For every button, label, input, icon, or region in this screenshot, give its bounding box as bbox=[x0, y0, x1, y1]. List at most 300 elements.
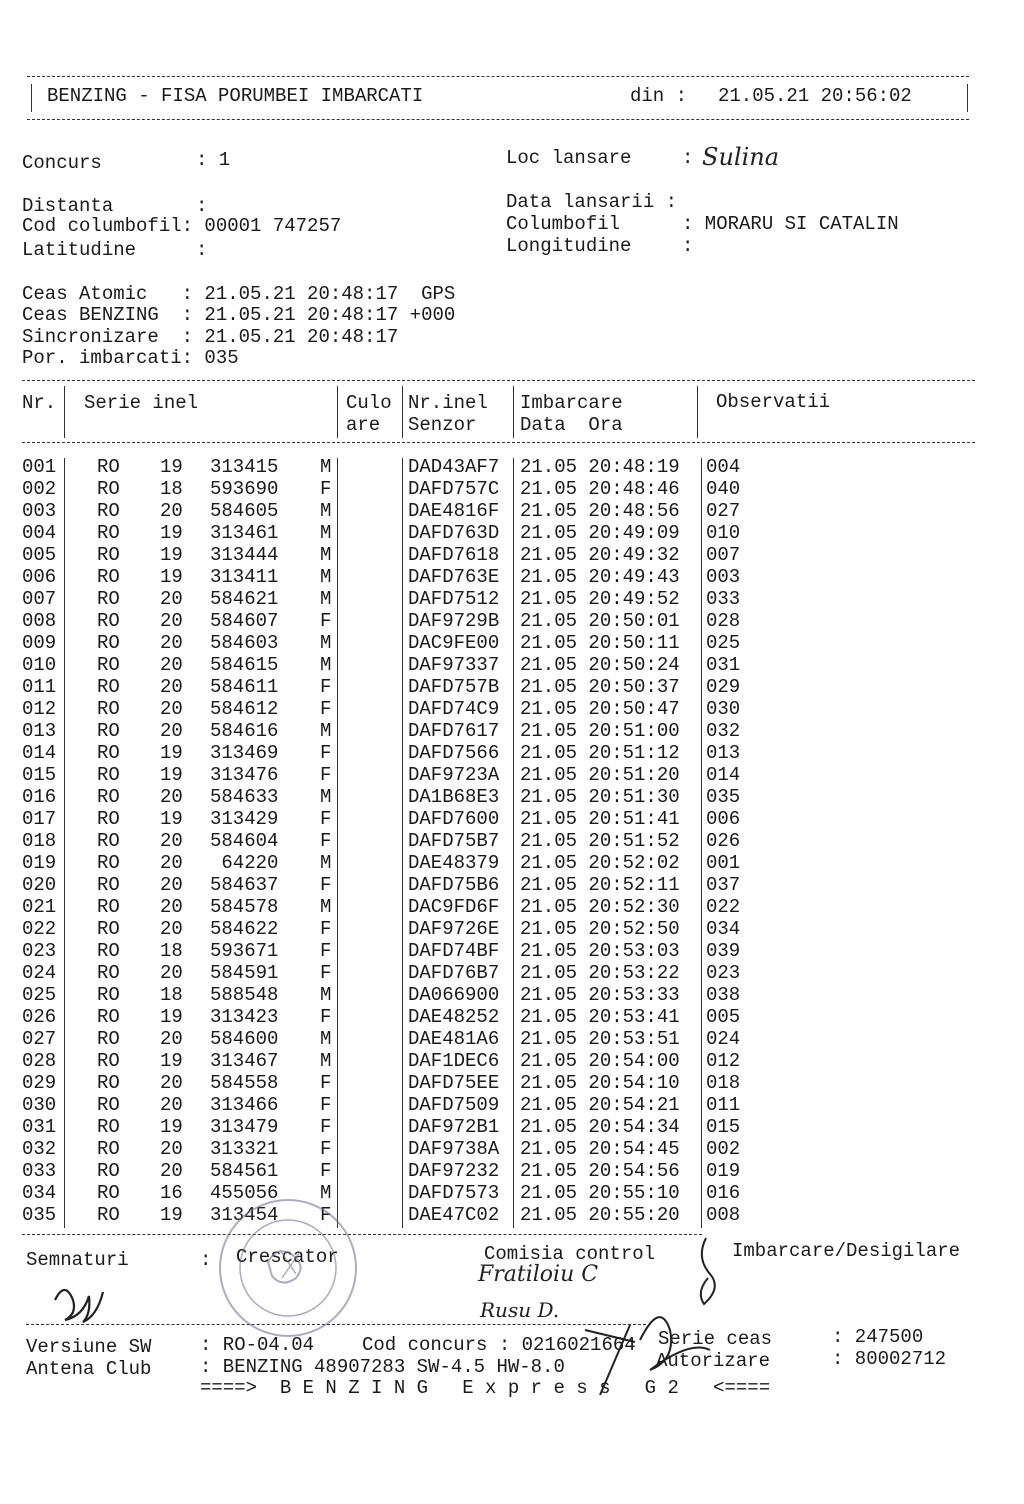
loc-lansare-label: Loc lansare bbox=[506, 147, 632, 169]
row-country: RO bbox=[97, 1182, 120, 1204]
row-sex: M bbox=[320, 1028, 332, 1050]
row-country: RO bbox=[97, 1094, 120, 1116]
col-serie-inel: Serie inel bbox=[84, 392, 199, 414]
row-time: 21.05 20:53:03 bbox=[520, 940, 680, 962]
row-observatii: 035 bbox=[706, 786, 741, 808]
report-title: BENZING - FISA PORUMBEI IMBARCATI bbox=[47, 85, 424, 107]
row-nr: 020 bbox=[22, 874, 57, 896]
row-year: 20 bbox=[160, 918, 183, 940]
row-country: RO bbox=[97, 918, 120, 940]
row-sex: F bbox=[320, 1160, 332, 1182]
row-nr: 021 bbox=[22, 896, 57, 918]
row-year: 20 bbox=[160, 896, 183, 918]
row-ring: 584615 bbox=[210, 654, 279, 676]
row-sex: F bbox=[320, 940, 332, 962]
row-year: 20 bbox=[160, 786, 183, 808]
row-ring: 584621 bbox=[210, 588, 279, 610]
row-ring: 313454 bbox=[210, 1204, 279, 1226]
row-sex: M bbox=[320, 1182, 332, 1204]
row-time: 21.05 20:50:11 bbox=[520, 632, 680, 654]
row-observatii: 024 bbox=[706, 1028, 741, 1050]
din-value: 21.05.21 20:56:02 bbox=[718, 85, 912, 107]
row-ring: 588548 bbox=[210, 984, 279, 1006]
row-time: 21.05 20:48:19 bbox=[520, 456, 680, 478]
row-country: RO bbox=[97, 676, 120, 698]
row-time: 21.05 20:55:20 bbox=[520, 1204, 680, 1226]
row-sensor: DAF972B1 bbox=[408, 1116, 500, 1138]
row-country: RO bbox=[97, 962, 120, 984]
row-time: 21.05 20:54:45 bbox=[520, 1138, 680, 1160]
row-time: 21.05 20:55:10 bbox=[520, 1182, 680, 1204]
row-nr: 011 bbox=[22, 676, 57, 698]
columbofil-value: : MORARU SI CATALIN bbox=[682, 213, 899, 235]
row-ring: 584611 bbox=[210, 676, 279, 698]
row-sensor: DAFD75EE bbox=[408, 1072, 500, 1094]
row-sensor: DAF1DEC6 bbox=[408, 1050, 500, 1072]
row-country: RO bbox=[97, 698, 120, 720]
row-sensor: DAFD74BF bbox=[408, 940, 500, 962]
concurs-value: : 1 bbox=[196, 149, 231, 171]
row-country: RO bbox=[97, 456, 120, 478]
columbofil-label: Columbofil bbox=[506, 213, 621, 235]
row-sex: M bbox=[320, 522, 332, 544]
row-sex: F bbox=[320, 698, 332, 720]
row-observatii: 013 bbox=[706, 742, 741, 764]
row-nr: 009 bbox=[22, 632, 57, 654]
row-observatii: 031 bbox=[706, 654, 741, 676]
row-ring: 584600 bbox=[210, 1028, 279, 1050]
row-ring: 584591 bbox=[210, 962, 279, 984]
row-year: 19 bbox=[160, 522, 183, 544]
row-nr: 026 bbox=[22, 1006, 57, 1028]
row-nr: 016 bbox=[22, 786, 57, 808]
row-time: 21.05 20:54:10 bbox=[520, 1072, 680, 1094]
cod-columbofil: Cod columbofil: 00001 747257 bbox=[22, 215, 342, 237]
row-observatii: 032 bbox=[706, 720, 741, 742]
row-ring: 455056 bbox=[210, 1182, 279, 1204]
row-nr: 035 bbox=[22, 1204, 57, 1226]
row-sex: M bbox=[320, 852, 332, 874]
crescator-label: Crescator bbox=[236, 1246, 339, 1268]
row-ring: 584561 bbox=[210, 1160, 279, 1182]
comisia-control-label: Comisia control bbox=[484, 1243, 656, 1265]
row-sex: F bbox=[320, 1072, 332, 1094]
row-time: 21.05 20:51:30 bbox=[520, 786, 680, 808]
row-sex: F bbox=[320, 1006, 332, 1028]
row-year: 19 bbox=[160, 1006, 183, 1028]
row-year: 20 bbox=[160, 632, 183, 654]
row-nr: 030 bbox=[22, 1094, 57, 1116]
col-culoare-2: are bbox=[346, 414, 381, 436]
row-time: 21.05 20:50:37 bbox=[520, 676, 680, 698]
signature-comisia-1: Fratiloiu C bbox=[478, 1262, 599, 1287]
row-sensor: DAE481A6 bbox=[408, 1028, 500, 1050]
round-stamp bbox=[220, 1200, 356, 1336]
row-sex: M bbox=[320, 1050, 332, 1072]
row-observatii: 003 bbox=[706, 566, 741, 588]
row-sex: M bbox=[320, 544, 332, 566]
benzing-express-banner: ====> B E N Z I N G E x p r e s s G 2 <==== bbox=[200, 1377, 771, 1399]
latitudine-value: : bbox=[196, 239, 208, 261]
row-observatii: 040 bbox=[706, 478, 741, 500]
row-observatii: 022 bbox=[706, 896, 741, 918]
col-senzor: Senzor bbox=[408, 414, 477, 436]
row-ring: 64220 bbox=[221, 852, 279, 874]
col-nr: Nr. bbox=[22, 392, 57, 414]
row-ring: 584633 bbox=[210, 786, 279, 808]
row-sex: F bbox=[320, 962, 332, 984]
row-sensor: DA1B68E3 bbox=[408, 786, 500, 808]
row-nr: 010 bbox=[22, 654, 57, 676]
row-country: RO bbox=[97, 764, 120, 786]
row-sex: M bbox=[320, 500, 332, 522]
row-ring: 584616 bbox=[210, 720, 279, 742]
row-observatii: 002 bbox=[706, 1138, 741, 1160]
row-country: RO bbox=[97, 1006, 120, 1028]
row-sensor: DAF97337 bbox=[408, 654, 500, 676]
row-nr: 027 bbox=[22, 1028, 57, 1050]
row-sex: M bbox=[320, 588, 332, 610]
row-year: 20 bbox=[160, 610, 183, 632]
row-sex: F bbox=[320, 808, 332, 830]
col-imbarcare: Imbarcare bbox=[520, 392, 623, 414]
row-sensor: DAF9726E bbox=[408, 918, 500, 940]
row-country: RO bbox=[97, 940, 120, 962]
row-country: RO bbox=[97, 544, 120, 566]
row-observatii: 018 bbox=[706, 1072, 741, 1094]
row-ring: 584604 bbox=[210, 830, 279, 852]
row-nr: 022 bbox=[22, 918, 57, 940]
row-time: 21.05 20:48:46 bbox=[520, 478, 680, 500]
row-year: 20 bbox=[160, 1160, 183, 1182]
row-ring: 593671 bbox=[210, 940, 279, 962]
row-country: RO bbox=[97, 896, 120, 918]
row-sensor: DAFD7618 bbox=[408, 544, 500, 566]
row-sex: F bbox=[320, 610, 332, 632]
row-nr: 008 bbox=[22, 610, 57, 632]
row-time: 21.05 20:51:20 bbox=[520, 764, 680, 786]
row-time: 21.05 20:51:41 bbox=[520, 808, 680, 830]
row-observatii: 005 bbox=[706, 1006, 741, 1028]
row-time: 21.05 20:53:33 bbox=[520, 984, 680, 1006]
row-ring: 313321 bbox=[210, 1138, 279, 1160]
row-year: 18 bbox=[160, 984, 183, 1006]
row-sensor: DAFD757B bbox=[408, 676, 500, 698]
row-time: 21.05 20:49:43 bbox=[520, 566, 680, 588]
col-observatii: Observatii bbox=[716, 391, 831, 413]
row-country: RO bbox=[97, 1028, 120, 1050]
row-year: 16 bbox=[160, 1182, 183, 1204]
row-time: 21.05 20:49:09 bbox=[520, 522, 680, 544]
row-observatii: 001 bbox=[706, 852, 741, 874]
longitudine-value: : bbox=[682, 235, 694, 257]
row-observatii: 016 bbox=[706, 1182, 741, 1204]
row-sensor: DAFD7600 bbox=[408, 808, 500, 830]
row-sensor: DAF9723A bbox=[408, 764, 500, 786]
row-observatii: 006 bbox=[706, 808, 741, 830]
row-year: 20 bbox=[160, 962, 183, 984]
row-nr: 017 bbox=[22, 808, 57, 830]
row-country: RO bbox=[97, 742, 120, 764]
row-observatii: 015 bbox=[706, 1116, 741, 1138]
din-label: din : bbox=[630, 85, 688, 107]
row-ring: 584622 bbox=[210, 918, 279, 940]
signature-large bbox=[585, 1317, 710, 1395]
row-year: 20 bbox=[160, 874, 183, 896]
row-observatii: 039 bbox=[706, 940, 741, 962]
row-sensor: DAFD763D bbox=[408, 522, 500, 544]
row-year: 19 bbox=[160, 1204, 183, 1226]
row-sensor: DAF9729B bbox=[408, 610, 500, 632]
row-country: RO bbox=[97, 610, 120, 632]
row-country: RO bbox=[97, 1072, 120, 1094]
row-country: RO bbox=[97, 874, 120, 896]
row-nr: 034 bbox=[22, 1182, 57, 1204]
row-sensor: DAD43AF7 bbox=[408, 456, 500, 478]
row-ring: 584603 bbox=[210, 632, 279, 654]
row-country: RO bbox=[97, 984, 120, 1006]
row-year: 20 bbox=[160, 654, 183, 676]
semnaturi-label: Semnaturi bbox=[26, 1249, 129, 1271]
col-culoare-1: Culo bbox=[346, 392, 392, 414]
sincronizare: Sincronizare : 21.05.21 20:48:17 bbox=[22, 326, 399, 348]
cod-concurs: Cod concurs : 0216021664 bbox=[362, 1334, 636, 1356]
row-country: RO bbox=[97, 852, 120, 874]
row-sex: M bbox=[320, 654, 332, 676]
row-year: 20 bbox=[160, 1028, 183, 1050]
row-year: 20 bbox=[160, 1072, 183, 1094]
row-ring: 584558 bbox=[210, 1072, 279, 1094]
row-time: 21.05 20:50:24 bbox=[520, 654, 680, 676]
row-sensor: DAFD7512 bbox=[408, 588, 500, 610]
row-nr: 002 bbox=[22, 478, 57, 500]
row-observatii: 037 bbox=[706, 874, 741, 896]
row-time: 21.05 20:53:51 bbox=[520, 1028, 680, 1050]
row-country: RO bbox=[97, 500, 120, 522]
row-time: 21.05 20:54:21 bbox=[520, 1094, 680, 1116]
row-sensor: DAFD7573 bbox=[408, 1182, 500, 1204]
versiune-sw-value: : RO-04.04 bbox=[200, 1334, 315, 1356]
row-year: 19 bbox=[160, 1116, 183, 1138]
row-time: 21.05 20:52:11 bbox=[520, 874, 680, 896]
latitudine-label: Latitudine bbox=[22, 239, 137, 261]
row-year: 19 bbox=[160, 764, 183, 786]
row-nr: 018 bbox=[22, 830, 57, 852]
row-time: 21.05 20:54:56 bbox=[520, 1160, 680, 1182]
row-observatii: 012 bbox=[706, 1050, 741, 1072]
col-data-ora: Data Ora bbox=[520, 414, 623, 436]
row-nr: 003 bbox=[22, 500, 57, 522]
row-sensor: DAFD76B7 bbox=[408, 962, 500, 984]
row-nr: 032 bbox=[22, 1138, 57, 1160]
row-sex: M bbox=[320, 566, 332, 588]
row-ring: 313411 bbox=[210, 566, 279, 588]
row-nr: 007 bbox=[22, 588, 57, 610]
row-year: 19 bbox=[160, 566, 183, 588]
row-sensor: DA066900 bbox=[408, 984, 500, 1006]
row-year: 20 bbox=[160, 698, 183, 720]
row-year: 19 bbox=[160, 1050, 183, 1072]
row-time: 21.05 20:54:00 bbox=[520, 1050, 680, 1072]
row-time: 21.05 20:52:50 bbox=[520, 918, 680, 940]
row-country: RO bbox=[97, 632, 120, 654]
semnaturi-colon: : bbox=[200, 1249, 212, 1271]
row-observatii: 038 bbox=[706, 984, 741, 1006]
row-observatii: 027 bbox=[706, 500, 741, 522]
row-sensor: DAFD757C bbox=[408, 478, 500, 500]
antena-club-value: : BENZING 48907283 SW-4.5 HW-8.0 bbox=[200, 1356, 565, 1378]
row-year: 19 bbox=[160, 808, 183, 830]
row-observatii: 033 bbox=[706, 588, 741, 610]
row-year: 20 bbox=[160, 830, 183, 852]
row-nr: 014 bbox=[22, 742, 57, 764]
row-observatii: 019 bbox=[706, 1160, 741, 1182]
row-year: 18 bbox=[160, 478, 183, 500]
row-sex: M bbox=[320, 632, 332, 654]
row-time: 21.05 20:50:01 bbox=[520, 610, 680, 632]
row-time: 21.05 20:49:32 bbox=[520, 544, 680, 566]
row-sex: F bbox=[320, 874, 332, 896]
row-year: 18 bbox=[160, 940, 183, 962]
row-sensor: DAFD75B7 bbox=[408, 830, 500, 852]
row-sex: F bbox=[320, 918, 332, 940]
row-sensor: DAC9FD6F bbox=[408, 896, 500, 918]
row-observatii: 034 bbox=[706, 918, 741, 940]
row-time: 21.05 20:48:56 bbox=[520, 500, 680, 522]
row-country: RO bbox=[97, 566, 120, 588]
row-time: 21.05 20:52:30 bbox=[520, 896, 680, 918]
row-observatii: 007 bbox=[706, 544, 741, 566]
imbarcare-desigilare-label: Imbarcare/Desigilare bbox=[732, 1240, 961, 1262]
row-sensor: DAFD74C9 bbox=[408, 698, 500, 720]
row-sex: M bbox=[320, 720, 332, 742]
row-sensor: DAFD763E bbox=[408, 566, 500, 588]
row-nr: 028 bbox=[22, 1050, 57, 1072]
signature-imbarcare bbox=[701, 1238, 715, 1304]
row-ring: 313466 bbox=[210, 1094, 279, 1116]
row-sex: M bbox=[320, 786, 332, 808]
row-country: RO bbox=[97, 1116, 120, 1138]
signature-crescator bbox=[55, 1290, 103, 1322]
row-sex: M bbox=[320, 456, 332, 478]
row-nr: 001 bbox=[22, 456, 57, 478]
row-nr: 023 bbox=[22, 940, 57, 962]
row-year: 20 bbox=[160, 852, 183, 874]
row-nr: 025 bbox=[22, 984, 57, 1006]
row-country: RO bbox=[97, 1160, 120, 1182]
row-country: RO bbox=[97, 1050, 120, 1072]
row-year: 19 bbox=[160, 742, 183, 764]
row-nr: 012 bbox=[22, 698, 57, 720]
row-nr: 029 bbox=[22, 1072, 57, 1094]
row-ring: 313415 bbox=[210, 456, 279, 478]
row-sensor: DAE47C02 bbox=[408, 1204, 500, 1226]
row-time: 21.05 20:51:12 bbox=[520, 742, 680, 764]
distanta-label: Distanta bbox=[22, 195, 114, 217]
row-country: RO bbox=[97, 786, 120, 808]
row-year: 20 bbox=[160, 588, 183, 610]
row-ring: 313476 bbox=[210, 764, 279, 786]
concurs-label: Concurs bbox=[22, 152, 102, 174]
row-ring: 313461 bbox=[210, 522, 279, 544]
row-ring: 313467 bbox=[210, 1050, 279, 1072]
row-ring: 584578 bbox=[210, 896, 279, 918]
row-observatii: 011 bbox=[706, 1094, 741, 1116]
row-year: 19 bbox=[160, 544, 183, 566]
col-nr-inel: Nr.inel bbox=[408, 392, 488, 414]
row-nr: 004 bbox=[22, 522, 57, 544]
row-year: 20 bbox=[160, 720, 183, 742]
data-lansarii-label: Data lansarii : bbox=[506, 191, 678, 213]
row-country: RO bbox=[97, 1138, 120, 1160]
row-ring: 584637 bbox=[210, 874, 279, 896]
row-ring: 313444 bbox=[210, 544, 279, 566]
row-sex: F bbox=[320, 742, 332, 764]
row-nr: 033 bbox=[22, 1160, 57, 1182]
row-time: 21.05 20:50:47 bbox=[520, 698, 680, 720]
row-ring: 584612 bbox=[210, 698, 279, 720]
serie-ceas-label: Serie ceas bbox=[658, 1328, 773, 1350]
ceas-atomic: Ceas Atomic : 21.05.21 20:48:17 GPS bbox=[22, 283, 456, 305]
row-sensor: DAE4816F bbox=[408, 500, 500, 522]
row-nr: 019 bbox=[22, 852, 57, 874]
row-time: 21.05 20:52:02 bbox=[520, 852, 680, 874]
row-nr: 005 bbox=[22, 544, 57, 566]
row-nr: 031 bbox=[22, 1116, 57, 1138]
row-ring: 313423 bbox=[210, 1006, 279, 1028]
row-sex: F bbox=[320, 1138, 332, 1160]
row-ring: 313469 bbox=[210, 742, 279, 764]
row-sensor: DAFD75B6 bbox=[408, 874, 500, 896]
row-observatii: 030 bbox=[706, 698, 741, 720]
row-time: 21.05 20:51:00 bbox=[520, 720, 680, 742]
longitudine-label: Longitudine bbox=[506, 235, 632, 257]
row-sex: M bbox=[320, 984, 332, 1006]
row-sex: M bbox=[320, 896, 332, 918]
row-observatii: 014 bbox=[706, 764, 741, 786]
row-sex: F bbox=[320, 478, 332, 500]
row-country: RO bbox=[97, 654, 120, 676]
row-sensor: DAE48379 bbox=[408, 852, 500, 874]
row-year: 20 bbox=[160, 1094, 183, 1116]
autorizare-label: Autorizare bbox=[656, 1350, 771, 1372]
row-observatii: 023 bbox=[706, 962, 741, 984]
row-sensor: DAFD7509 bbox=[408, 1094, 500, 1116]
row-country: RO bbox=[97, 588, 120, 610]
row-ring: 584607 bbox=[210, 610, 279, 632]
row-ring: 313429 bbox=[210, 808, 279, 830]
row-nr: 015 bbox=[22, 764, 57, 786]
row-sex: F bbox=[320, 1116, 332, 1138]
row-country: RO bbox=[97, 522, 120, 544]
row-sensor: DAFD7617 bbox=[408, 720, 500, 742]
porumbei-imbarcati: Por. imbarcati: 035 bbox=[22, 347, 239, 369]
antena-club-label: Antena Club bbox=[26, 1358, 152, 1380]
row-observatii: 008 bbox=[706, 1204, 741, 1226]
row-observatii: 010 bbox=[706, 522, 741, 544]
row-sex: F bbox=[320, 676, 332, 698]
row-ring: 584605 bbox=[210, 500, 279, 522]
loc-lansare-handwritten: Sulina bbox=[702, 143, 780, 171]
row-sensor: DAF9738A bbox=[408, 1138, 500, 1160]
row-observatii: 028 bbox=[706, 610, 741, 632]
row-time: 21.05 20:53:41 bbox=[520, 1006, 680, 1028]
row-time: 21.05 20:53:22 bbox=[520, 962, 680, 984]
row-nr: 013 bbox=[22, 720, 57, 742]
signature-comisia-2: Rusu D. bbox=[480, 1298, 560, 1322]
row-observatii: 029 bbox=[706, 676, 741, 698]
row-country: RO bbox=[97, 1204, 120, 1226]
